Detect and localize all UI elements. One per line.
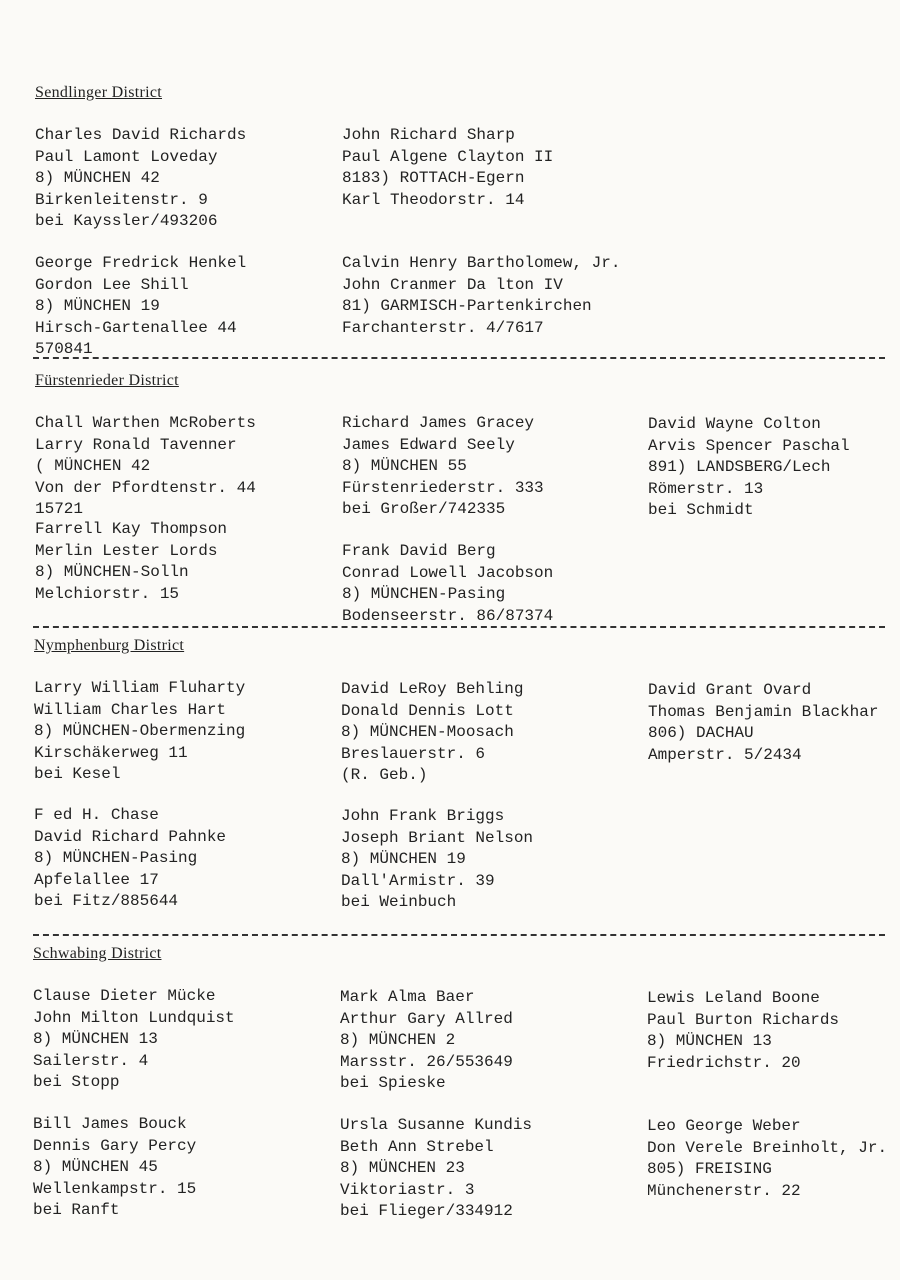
- name-line: Charles David Richards: [35, 126, 247, 144]
- name-line: Larry Ronald Tavenner: [35, 435, 237, 454]
- name-line: Arvis Spencer Paschal: [648, 436, 850, 455]
- section-divider: [33, 934, 885, 936]
- contact-line: bei Kayssler/493206: [35, 212, 218, 230]
- street-line: Münchenerstr. 22: [647, 1181, 801, 1200]
- name-line: Bill James Bouck: [33, 1115, 187, 1133]
- street-line: Apfelallee 17: [34, 870, 159, 889]
- street-line: Dall'Armistr. 39: [341, 871, 495, 890]
- name-line: David LeRoy Behling: [341, 680, 524, 698]
- address-entry: [648, 414, 900, 522]
- city-line: 806) DACHAU: [648, 724, 754, 742]
- name-line: Leo George Weber: [647, 1117, 801, 1135]
- name-line: Thomas Benjamin Blackhar: [648, 702, 879, 721]
- street-line: Fürstenriederstr. 333: [342, 478, 544, 497]
- name-line: David Richard Pahnke: [34, 827, 227, 846]
- city-line: 8) MÜNCHEN-Pasing: [342, 585, 506, 603]
- name-line: Joseph Briant Nelson: [341, 828, 534, 847]
- city-line: 8) MÜNCHEN-Moosach: [341, 723, 514, 741]
- city-line: 81) GARMISCH-Partenkirchen: [342, 297, 592, 315]
- street-line: Kirschäkerweg 11: [34, 743, 188, 762]
- address-entry: [35, 125, 335, 233]
- address-entry: [340, 1115, 640, 1223]
- city-line: 8) MÜNCHEN 13: [33, 1030, 158, 1048]
- contact-line: bei Flieger/334912: [340, 1202, 513, 1220]
- address-entry: [647, 988, 900, 1074]
- section-divider: [33, 357, 885, 359]
- contact-line: 15721: [35, 500, 84, 518]
- address-entry: [35, 413, 335, 521]
- address-entry: [342, 125, 642, 211]
- contact-line: bei Weinbuch: [341, 893, 457, 911]
- street-line: Amperstr. 5/2434: [648, 745, 802, 764]
- street-line: Bodenseerstr. 86/87374: [342, 606, 554, 625]
- contact-line: 570841: [35, 340, 93, 358]
- name-line: Mark Alma Baer: [340, 988, 475, 1006]
- contact-line: bei Großer/742335: [342, 500, 506, 518]
- address-entry: [33, 986, 333, 1094]
- name-line: Frank David Berg: [342, 542, 496, 560]
- address-entry: [342, 413, 642, 521]
- city-line: 8) MÜNCHEN 13: [647, 1032, 772, 1050]
- name-line: Ursla Susanne Kundis: [340, 1116, 533, 1134]
- street-line: Wellenkampstr. 15: [33, 1179, 197, 1198]
- city-line: ( MÜNCHEN 42: [35, 457, 151, 475]
- name-line: Conrad Lowell Jacobson: [342, 563, 554, 582]
- contact-line: bei Stopp: [33, 1073, 120, 1091]
- name-line: John Richard Sharp: [342, 126, 515, 144]
- contact-line: bei Schmidt: [648, 501, 754, 519]
- name-line: Clause Dieter Mücke: [33, 987, 216, 1005]
- address-entry: [342, 541, 642, 627]
- name-line: John Frank Briggs: [341, 807, 505, 825]
- address-entry: [340, 987, 640, 1095]
- name-line: Merlin Lester Lords: [35, 541, 218, 560]
- address-entry: [341, 679, 641, 787]
- address-entry: [35, 519, 335, 605]
- name-line: Richard James Gracey: [342, 414, 535, 432]
- name-line: William Charles Hart: [34, 700, 227, 719]
- name-line: Arthur Gary Allred: [340, 1009, 513, 1028]
- street-line: Sailerstr. 4: [33, 1051, 149, 1070]
- city-line: 8) MÜNCHEN 19: [35, 297, 160, 315]
- name-line: Chall Warthen McRoberts: [35, 414, 256, 432]
- street-line: Breslauerstr. 6: [341, 744, 486, 763]
- city-line: 8) MÜNCHEN 19: [341, 850, 466, 868]
- name-line: James Edward Seely: [342, 435, 515, 454]
- name-line: Farrell Kay Thompson: [35, 520, 228, 538]
- street-line: Melchiorstr. 15: [35, 584, 180, 603]
- city-line: 805) FREISING: [647, 1160, 772, 1178]
- section-title: Sendlinger District: [35, 84, 163, 101]
- street-line: Farchanterstr. 4/7617: [342, 318, 544, 337]
- city-line: 8) MÜNCHEN-Pasing: [34, 849, 198, 867]
- street-line: Friedrichstr. 20: [647, 1053, 801, 1072]
- city-line: 8) MÜNCHEN 23: [340, 1159, 465, 1177]
- section-title: Schwabing District: [33, 945, 162, 962]
- name-line: Dennis Gary Percy: [33, 1136, 197, 1155]
- address-entry: [648, 680, 900, 766]
- city-line: 8) MÜNCHEN 55: [342, 457, 467, 475]
- address-entry: [34, 678, 334, 786]
- city-line: 8) MÜNCHEN 42: [35, 169, 160, 187]
- address-entry: [647, 1116, 900, 1202]
- city-line: 8) MÜNCHEN-Obermenzing: [34, 722, 246, 740]
- city-line: 8183) ROTTACH-Egern: [342, 169, 525, 187]
- address-entry: [342, 253, 642, 339]
- street-line: Marsstr. 26/553649: [340, 1052, 513, 1071]
- name-line: John Milton Lundquist: [33, 1008, 235, 1027]
- contact-line: bei Ranft: [33, 1201, 120, 1219]
- contact-line: bei Spieske: [340, 1074, 446, 1092]
- note-line: (R. Geb.): [341, 766, 428, 784]
- name-line: Don Verele Breinholt, Jr.: [647, 1138, 888, 1157]
- contact-line: bei Fitz/885644: [34, 892, 179, 910]
- name-line: Donald Dennis Lott: [341, 701, 514, 720]
- address-entry: [341, 806, 641, 914]
- street-line: Birkenleitenstr. 9: [35, 190, 208, 209]
- name-line: Paul Algene Clayton II: [342, 147, 554, 166]
- section-divider: [33, 626, 885, 628]
- street-line: Viktoriastr. 3: [340, 1180, 475, 1199]
- name-line: David Grant Ovard: [648, 681, 812, 699]
- city-line: 8) MÜNCHEN 2: [340, 1031, 456, 1049]
- address-entry: [34, 805, 334, 913]
- street-line: Hirsch-Gartenallee 44: [35, 318, 237, 337]
- city-line: 8) MÜNCHEN 45: [33, 1158, 158, 1176]
- section-title: Nymphenburg District: [34, 637, 185, 654]
- city-line: 891) LANDSBERG/Lech: [648, 458, 831, 476]
- address-entry: [35, 253, 335, 361]
- name-line: F ed H. Chase: [34, 806, 159, 824]
- city-line: 8) MÜNCHEN-Solln: [35, 563, 189, 581]
- section-title: Fürstenrieder District: [35, 372, 179, 389]
- name-line: John Cranmer Da lton IV: [342, 275, 563, 294]
- name-line: David Wayne Colton: [648, 415, 821, 433]
- street-line: Römerstr. 13: [648, 479, 764, 498]
- name-line: Beth Ann Strebel: [340, 1137, 494, 1156]
- name-line: Calvin Henry Bartholomew, Jr.: [342, 254, 621, 272]
- street-line: Karl Theodorstr. 14: [342, 190, 525, 209]
- name-line: Gordon Lee Shill: [35, 275, 189, 294]
- name-line: Paul Burton Richards: [647, 1010, 840, 1029]
- street-line: Von der Pfordtenstr. 44: [35, 478, 256, 497]
- address-entry: [33, 1114, 333, 1222]
- name-line: George Fredrick Henkel: [35, 254, 247, 272]
- name-line: Larry William Fluharty: [34, 679, 246, 697]
- contact-line: bei Kesel: [34, 765, 121, 783]
- name-line: Lewis Leland Boone: [647, 989, 820, 1007]
- name-line: Paul Lamont Loveday: [35, 147, 218, 166]
